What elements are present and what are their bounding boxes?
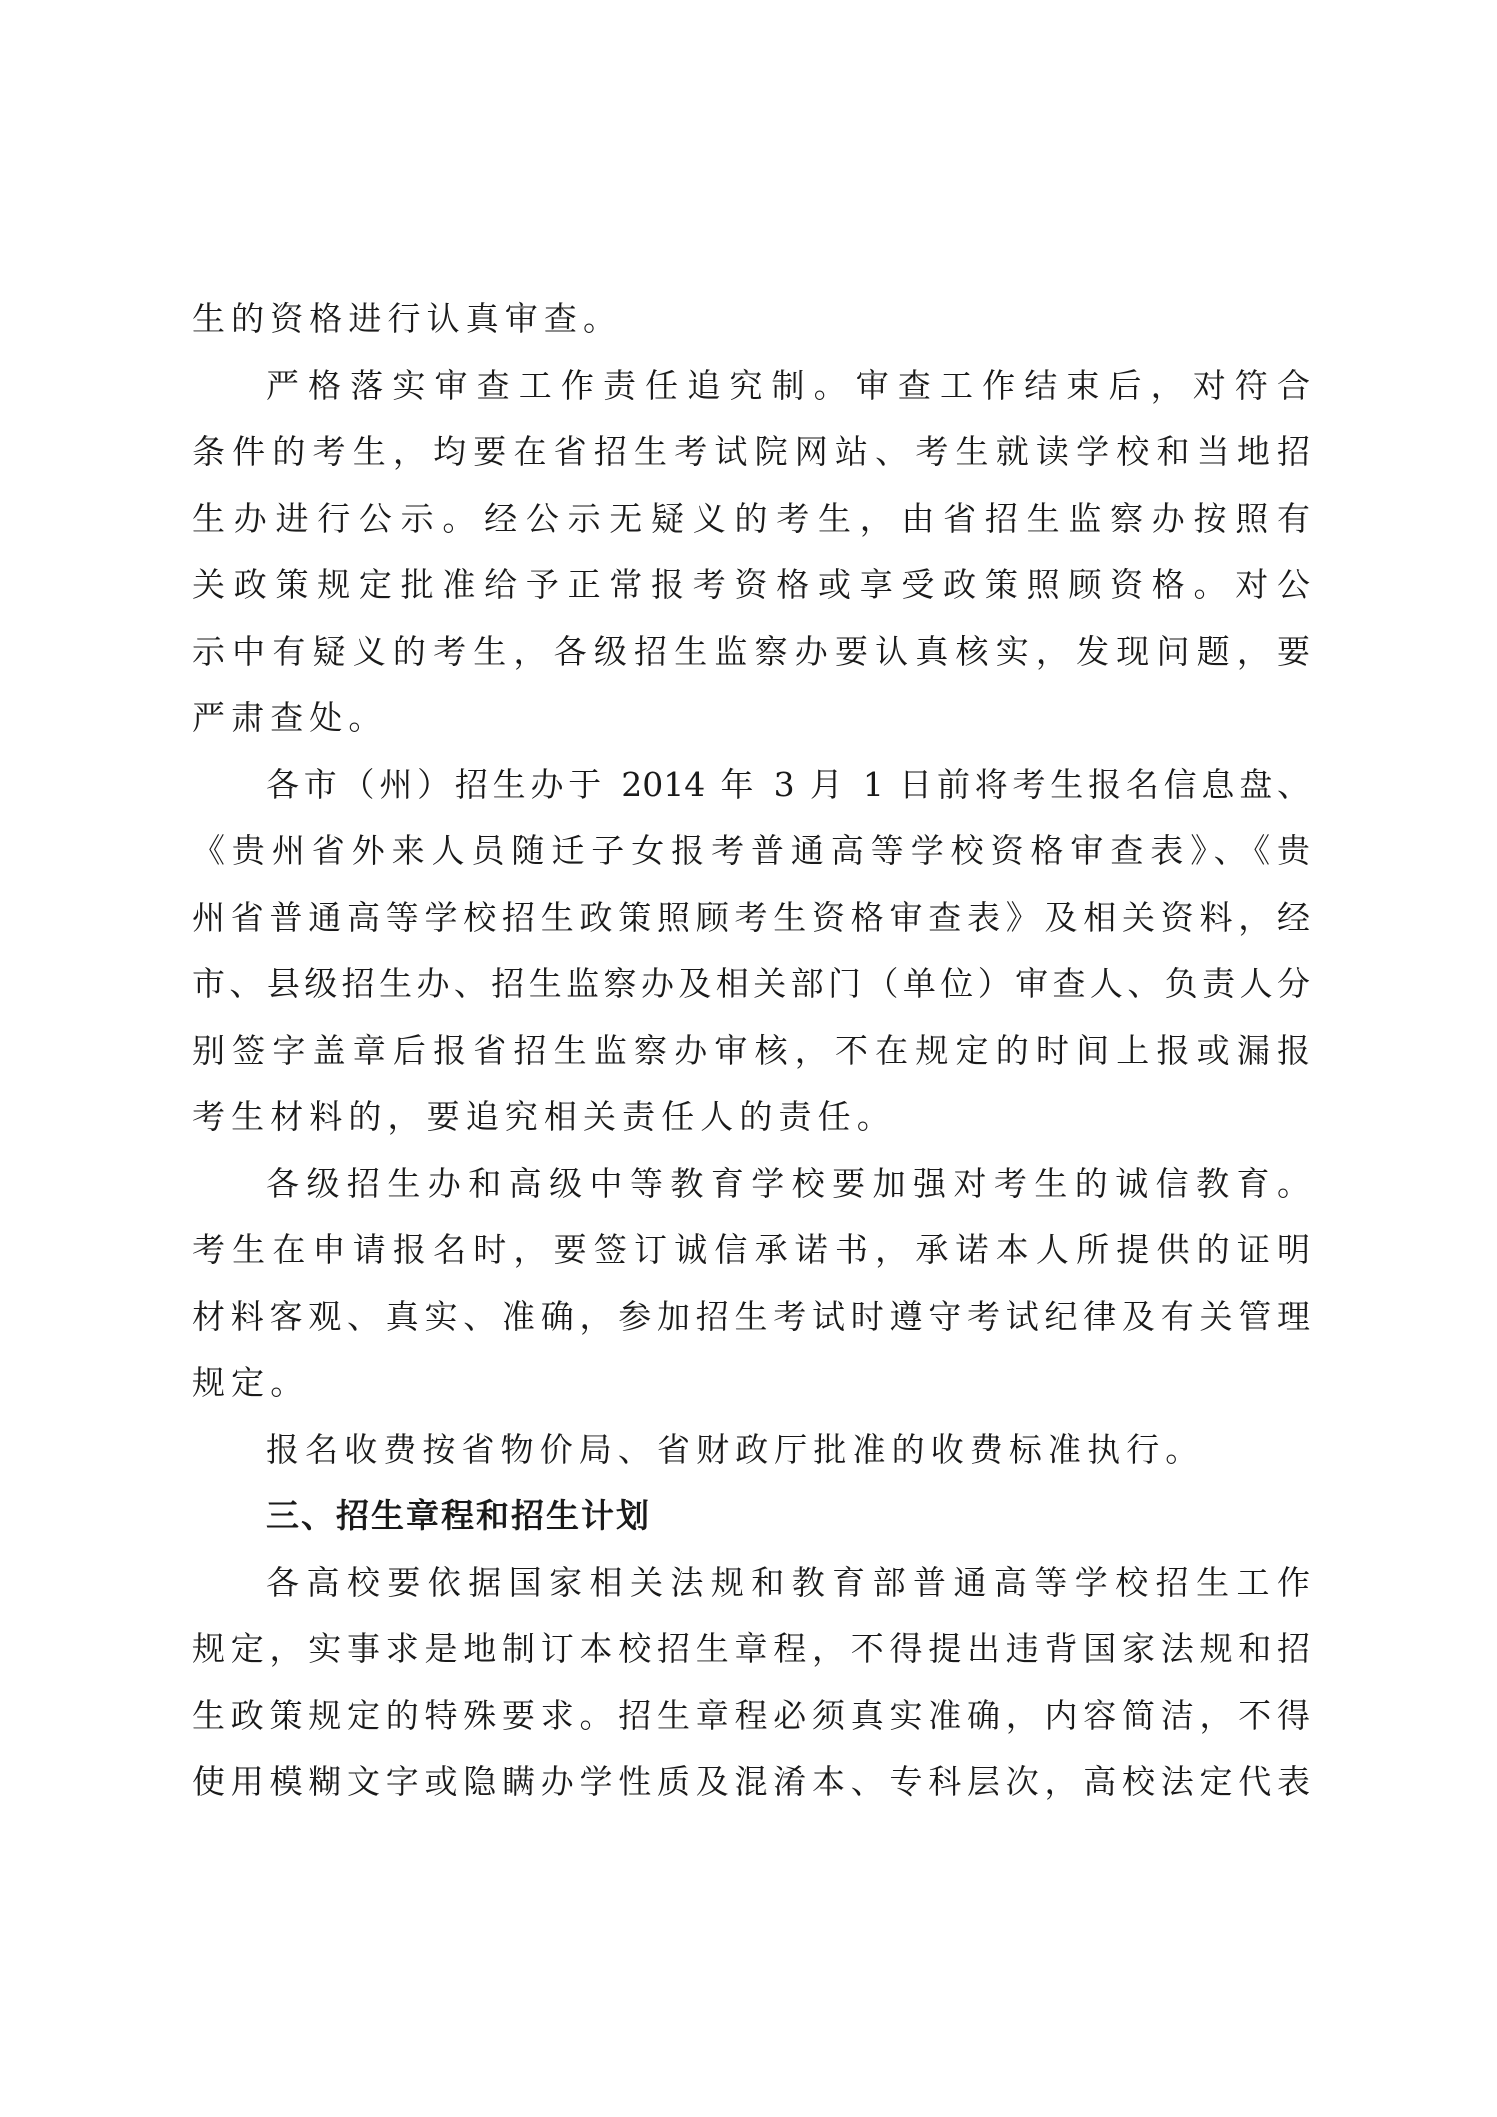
paragraph-line: 规定，实事求是地制订本校招生章程，不得提出违背国家法规和招 — [192, 1629, 1310, 1668]
paragraph-line: 生办进行公示。经公示无疑义的考生，由省招生监察办按照有 — [192, 498, 1310, 538]
paragraph-line: 报名收费按省物价局、省财政厅批准的收费标准执行。 — [266, 1429, 1205, 1469]
section-heading: 三、招生章程和招生计划 — [266, 1496, 651, 1535]
paragraph-line: 《贵州省外来人员随迁子女报考普通高等学校资格审查表》、《贵 — [192, 831, 1310, 870]
paragraph-line: 示中有疑义的考生，各级招生监察办要认真核实，发现问题，要 — [192, 631, 1310, 671]
paragraph-line: 考生在申请报名时，要签订诚信承诺书，承诺本人所提供的证明 — [192, 1230, 1310, 1269]
paragraph-line: 关政策规定批准给予正常报考资格或享受政策照顾资格。对公 — [192, 565, 1310, 604]
paragraph-line: 各高校要依据国家相关法规和教育部普通高等学校招生工作 — [266, 1562, 1310, 1602]
paragraph-line: 材料客观、真实、准确，参加招生考试时遵守考试纪律及有关管理 — [192, 1296, 1310, 1336]
paragraph-line: 别签字盖章后报省招生监察办审核，不在规定的时间上报或漏报 — [192, 1030, 1310, 1070]
document-body — [192, 286, 1310, 1816]
paragraph-line: 各市（州）招生办于 2014 年 3 月 1 日前将考生报名信息盘、 — [266, 764, 1310, 804]
paragraph-line: 考生材料的，要追究相关责任人的责任。 — [192, 1097, 896, 1136]
paragraph-line: 使用模糊文字或隐瞒办学性质及混淆本、专科层次，高校法定代表 — [192, 1762, 1310, 1801]
paragraph-line: 生的资格进行认真审查。 — [192, 299, 623, 338]
paragraph-line: 严格落实审查工作责任追究制。审查工作结束后，对符合 — [266, 365, 1310, 405]
paragraph-line: 严肃查处。 — [192, 698, 388, 737]
paragraph-line: 条件的考生，均要在省招生考试院网站、考生就读学校和当地招 — [192, 432, 1310, 471]
paragraph-line: 各级招生办和高级中等教育学校要加强对考生的诚信教育。 — [266, 1163, 1310, 1203]
paragraph-line: 市、县级招生办、招生监察办及相关部门（单位）审查人、负责人分 — [192, 964, 1310, 1003]
paragraph-line: 规定。 — [192, 1363, 310, 1402]
paragraph-line: 生政策规定的特殊要求。招生章程必须真实准确，内容简洁，不得 — [192, 1695, 1310, 1735]
paragraph-line: 州省普通高等学校招生政策照顾考生资格审查表》及相关资料，经 — [192, 897, 1310, 937]
